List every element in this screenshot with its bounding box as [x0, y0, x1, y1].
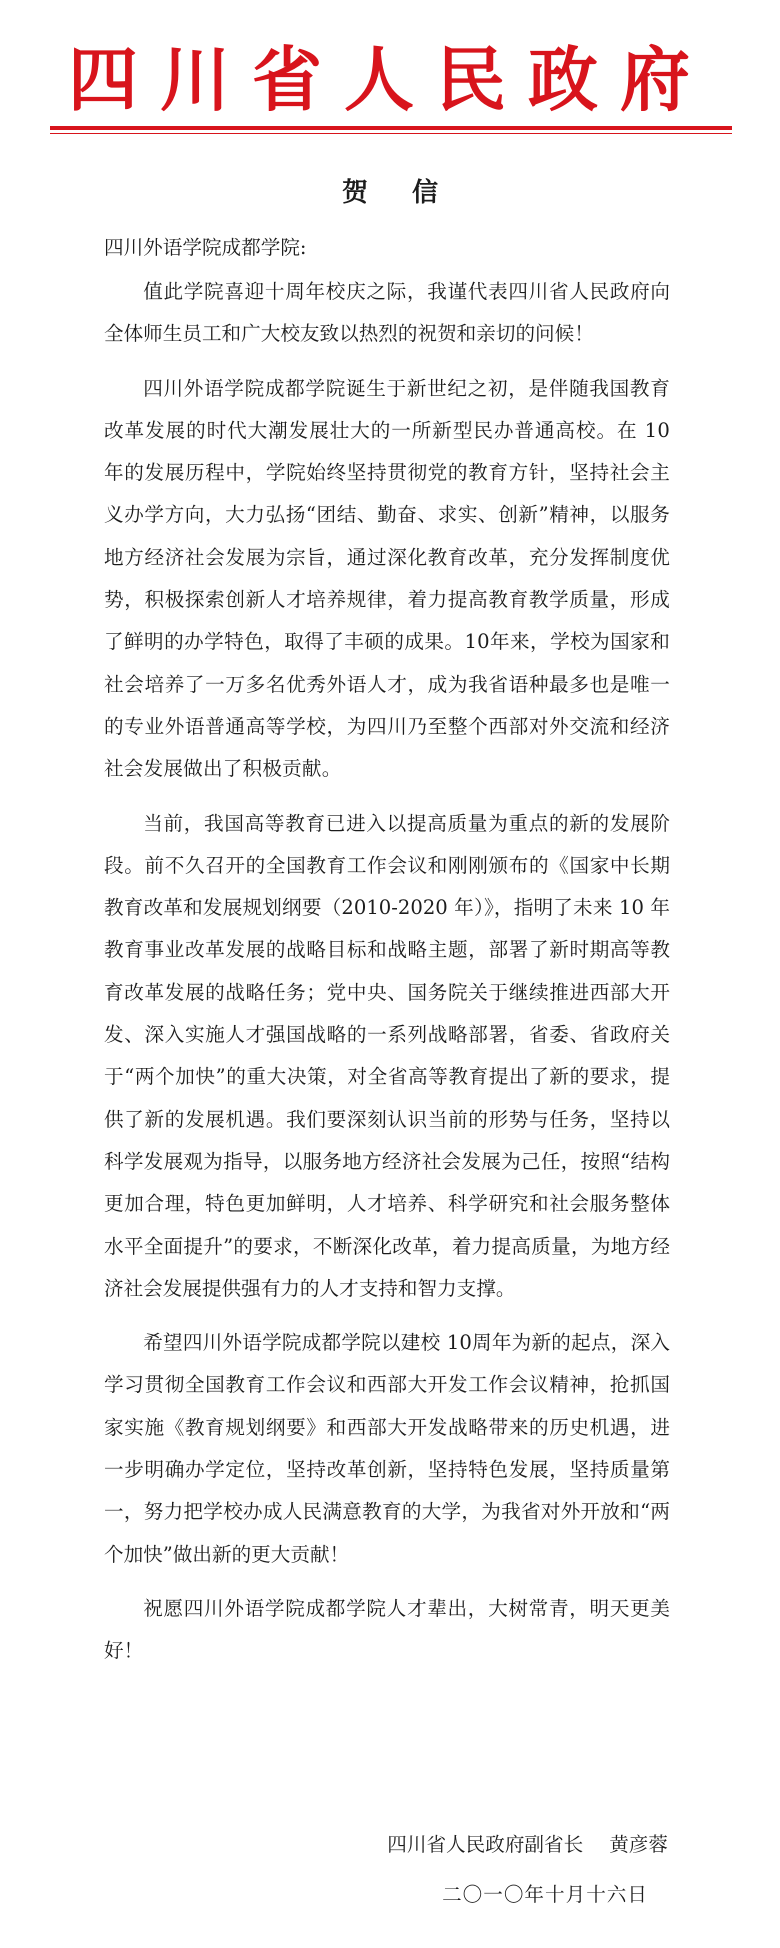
paragraph-1: 值此学院喜迎十周年校庆之际，我谨代表四川省人民政府向全体师生员工和广大校友致以热烈的祝贺和亲切的问候！: [104, 280, 670, 346]
paragraph-5: 祝愿四川外语学院成都学院人才辈出，大树常青，明天更美好！: [104, 1596, 670, 1663]
signature-block: [387, 1828, 668, 1857]
paragraph-3: 当前，我国高等教育已进入以提高质量为重点的新的发展阶段。前不久召开的全国教育工作会议和刚刚颁布的《国家中长期教育改革和发展规划纲要（2010-2020 年）》，指明了未来 10 年教育事业改革发展的战略目标和战略主题，部署了新时期高等教育改革发展的战略任务；党中央、国务院关于继续推进西部大开发、深入实施人才强国战略的一系列战略部署，省委、省政府关于“两个加快”的重大决策，对全省高等教育提出了新的要求，提供了新的发展机遇。我们要深刻认识当前的形势与任务，坚持以科学发展观为指导，以服务地方经济社会发展为己任，按照“结构更加合理，特色更加鲜明，人才培养、科学研究和社会服务整体水平全面提升”的要求，不断深化改革，着力提高质量，为地方经济社会发展提供强有力的人才支持和智力支撑。: [104, 811, 670, 1300]
paragraph-4: 希望四川外语学院成都学院以建校 10周年为新的起点，深入学习贯彻全国教育工作会议和西部大开发工作会议精神，抢抓国家实施《教育规划纲要》和西部大开发战略带来的历史机遇，进一步明确办学定位，坚持改革创新，坚持特色发展，坚持质量第一，努力把学校办成人民满意教育的大学，为我省对外开放和“两个加快”做出新的更大贡献！: [104, 1331, 670, 1566]
salutation: 四川外语学院成都学院:: [104, 236, 307, 259]
letterhead-title: 四川省人民政府: [68, 39, 712, 121]
letter-body: [104, 229, 670, 1685]
letter-date: 二〇一〇年十月十六日: [442, 1883, 648, 1906]
document-title: 贺信: [341, 178, 482, 208]
signatory-title: 四川省人民政府副省长: [387, 1833, 584, 1856]
signatory-name: 黄彦蓉: [609, 1833, 668, 1856]
paragraph-2: 四川外语学院成都学院诞生于新世纪之初，是伴随我国教育改革发展的时代大潮发展壮大的一所新型民办普通高校。在 10 年的发展历程中，学院始终坚持贯彻党的教育方针，坚持社会主义办学方向，大力弘扬“团结、勤奋、求实、创新”精神，以服务地方经济社会发展为宗旨，通过深化教育改革，充分发挥制度优势，积极探索创新人才培养规律，着力提高教育教学质量，形成了鲜明的办学特色，取得了丰硕的成果。10年来，学校为国家和社会培养了一万多名优秀外语人才，成为我省语种最多也是唯一的专业外语普通高等学校，为四川乃至整个西部对外交流和经济社会发展做出了积极贡献。: [104, 376, 670, 781]
letterhead-thin-rule: [50, 133, 732, 134]
letterhead-thick-rule: [50, 126, 732, 130]
